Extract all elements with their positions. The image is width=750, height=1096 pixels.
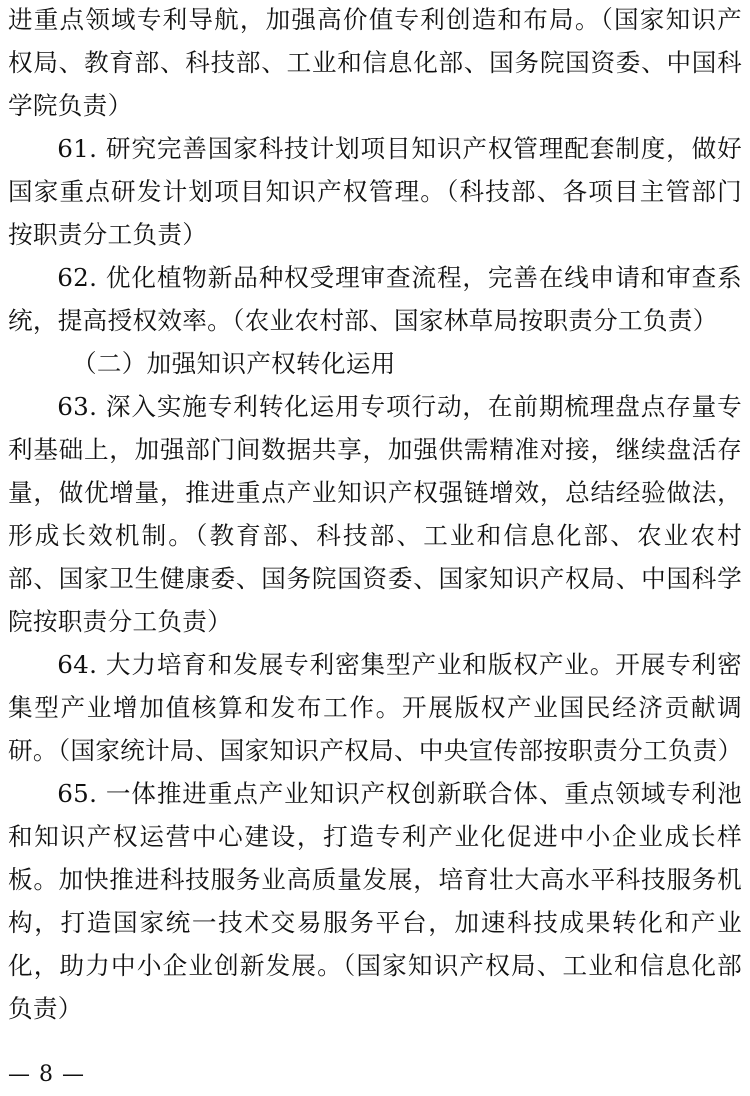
section-heading: （二）加强知识产权转化运用	[72, 349, 396, 378]
paragraph-item-65: 65. 一体推进重点产业知识产权创新联合体、重点领域专利池和知识产权运营中心建设，打造专利产业化促进中小企业成长样板。加快推进科技服务业高质量发展，培育壮大高水平科技服务机构，打造国家统一技术交易服务平台，加速科技成果转化和产业化，助力中小企业创新发展。（国家知识产权局、工业和信息化部负责）	[8, 779, 742, 1023]
page-number: — 8 —	[8, 1062, 85, 1087]
paragraph-item-63: 63. 深入实施专利转化运用专项行动，在前期梳理盘点存量专利基础上，加强部门间数据共享，加强供需精准对接，继续盘活存量，做优增量，推进重点产业知识产权强链增效，总结经验做法，形成长效机制。（教育部、科技部、工业和信息化部、农业农村部、国家卫生健康委、国务院国资委、国家知识产权局、中国科学院按职责分工负责）	[8, 392, 742, 636]
document-page	[8, 0, 742, 1030]
paragraph-item-61: 61. 研究完善国家科技计划项目知识产权管理配套制度，做好国家重点研发计划项目知识产权管理。（科技部、各项目主管部门按职责分工负责）	[8, 134, 742, 249]
paragraph-item-62: 62. 优化植物新品种权受理审查流程，完善在线申请和审查系统，提高授权效率。（农业农村部、国家林草局按职责分工负责）	[8, 263, 742, 335]
paragraph-item-64: 64. 大力培育和发展专利密集型产业和版权产业。开展专利密集型产业增加值核算和发布工作。开展版权产业国民经济贡献调研。（国家统计局、国家知识产权局、中央宣传部按职责分工负责）	[8, 650, 743, 765]
paragraph-continuation: 进重点领域专利导航，加强高价值专利创造和布局。（国家知识产权局、教育部、科技部、工业和信息化部、国务院国资委、中国科学院负责）	[8, 5, 742, 120]
